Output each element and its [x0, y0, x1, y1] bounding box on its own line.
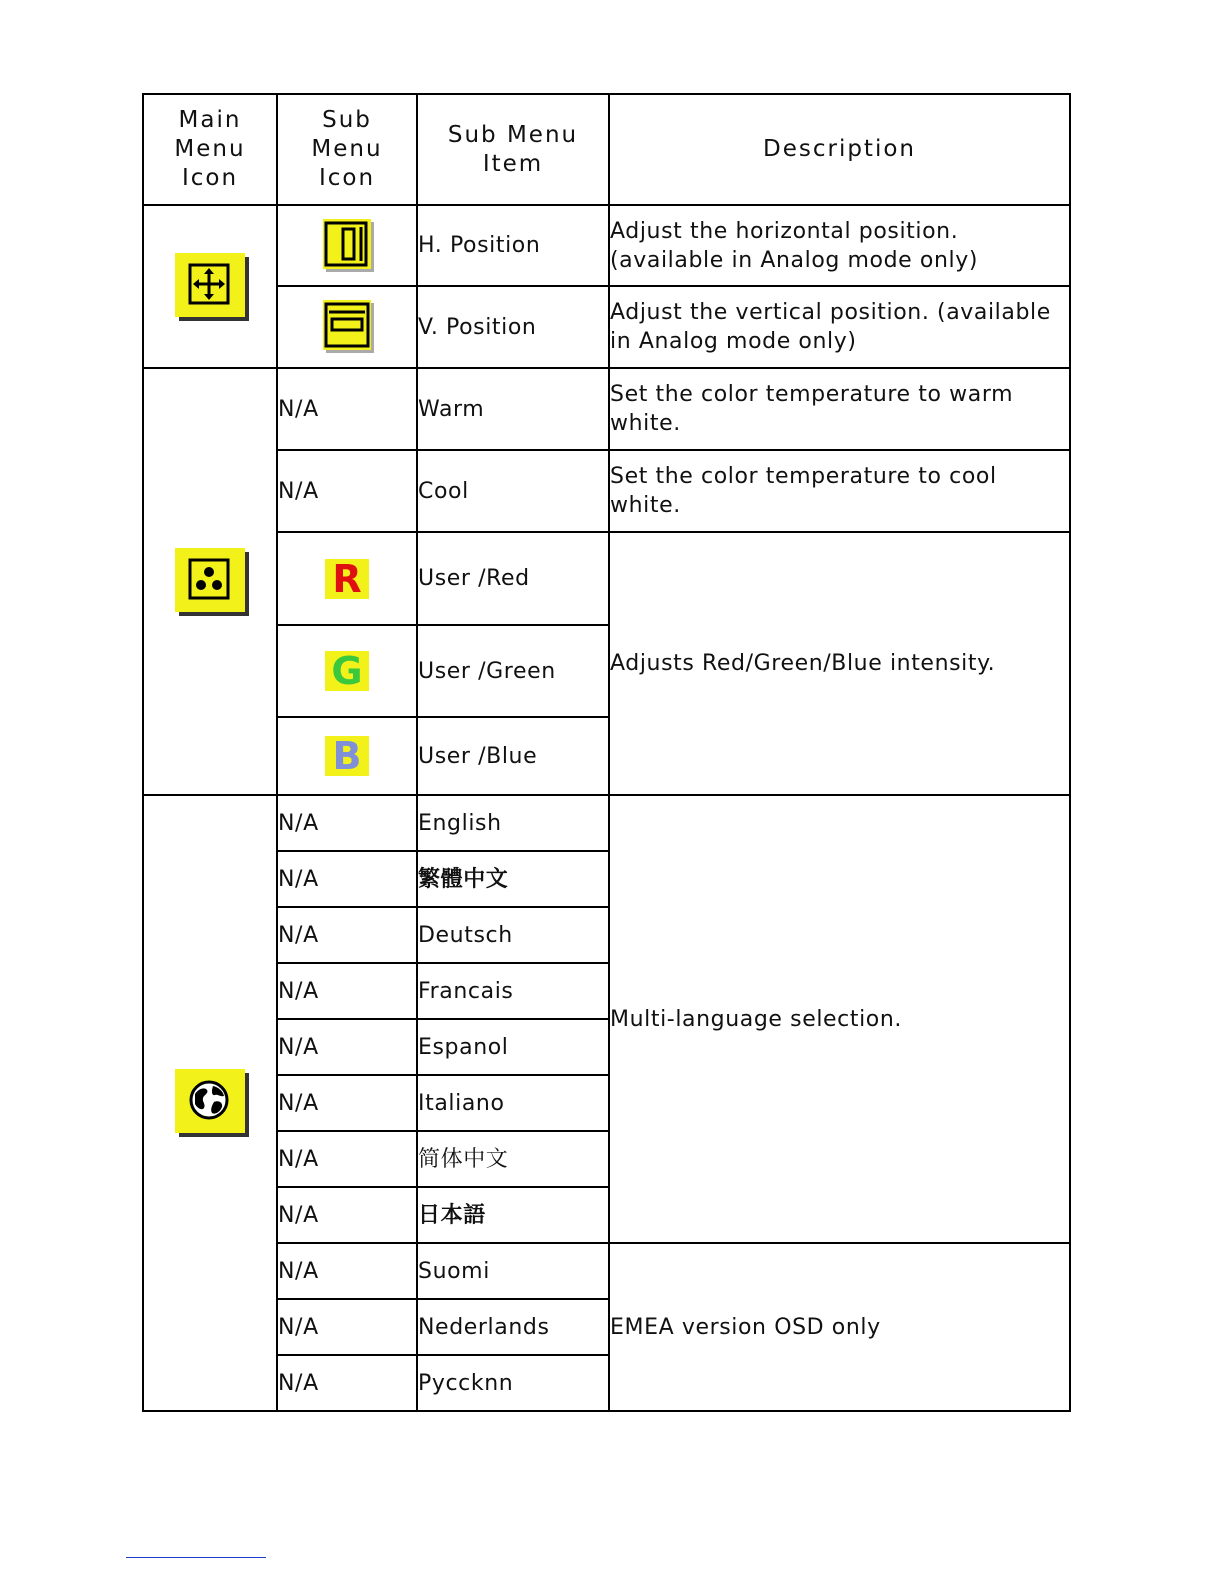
sub-menu-item: Pyccknn [417, 1355, 609, 1411]
sub-menu-item: English [417, 795, 609, 851]
main-icon-cell-position [143, 205, 277, 368]
sub-menu-item: User /Blue [417, 717, 609, 795]
description-multi-language: Multi-language selection. [609, 795, 1070, 1243]
sub-icon-na: N/A [277, 851, 417, 907]
move-arrows-icon [175, 253, 245, 317]
description-rgb: Adjusts Red/Green/Blue intensity. [609, 532, 1070, 795]
sub-menu-item: Warm [417, 368, 609, 450]
sub-icon-na: N/A [277, 907, 417, 963]
sub-icon-cell [277, 286, 417, 368]
description-emea: EMEA version OSD only [609, 1243, 1070, 1411]
header-main-menu-icon: Main Menu Icon [143, 94, 277, 205]
description: Adjust the vertical position. (available in Analog mode only) [609, 286, 1070, 368]
sub-icon-na: N/A [277, 1019, 417, 1075]
main-icon-cell-color [143, 368, 277, 795]
sub-menu-item: Cool [417, 450, 609, 532]
sub-menu-item: H. Position [417, 205, 609, 286]
header-sub-menu-icon: Sub Menu Icon [277, 94, 417, 205]
sub-menu-item: User /Red [417, 532, 609, 625]
blue-letter-icon: B [325, 736, 369, 776]
header-description: Description [609, 94, 1070, 205]
sub-menu-item: Nederlands [417, 1299, 609, 1355]
description: Set the color temperature to cool white. [609, 450, 1070, 532]
sub-icon-na: N/A [277, 1355, 417, 1411]
sub-menu-item: Deutsch [417, 907, 609, 963]
sub-menu-item: 繁體中文 [417, 851, 609, 907]
header-row [143, 94, 1070, 205]
sub-menu-item: Suomi [417, 1243, 609, 1299]
osd-menu-table [142, 93, 1071, 1412]
sub-icon-na: N/A [277, 368, 417, 450]
table-row [143, 795, 1070, 851]
sub-menu-item: User /Green [417, 625, 609, 717]
table-row [143, 532, 1070, 625]
table-row [143, 205, 1070, 286]
table-row [143, 1243, 1070, 1299]
table-row [143, 368, 1070, 450]
sub-icon-na: N/A [277, 1187, 417, 1243]
sub-menu-item: Espanol [417, 1019, 609, 1075]
table-row [143, 450, 1070, 532]
sub-menu-item: 简体中文 [417, 1131, 609, 1187]
sub-icon-na: N/A [277, 1131, 417, 1187]
v-position-icon [323, 300, 371, 350]
h-position-icon [323, 219, 371, 269]
footer-divider [126, 1557, 266, 1558]
sub-icon-na: N/A [277, 1075, 417, 1131]
sub-icon-na: N/A [277, 963, 417, 1019]
description: Set the color temperature to warm white. [609, 368, 1070, 450]
color-dots-icon [175, 548, 245, 612]
sub-menu-item: 日本語 [417, 1187, 609, 1243]
sub-icon-na: N/A [277, 1243, 417, 1299]
sub-icon-na: N/A [277, 450, 417, 532]
sub-menu-item: Italiano [417, 1075, 609, 1131]
sub-menu-item: Francais [417, 963, 609, 1019]
description: Adjust the horizontal position. (available in Analog mode only) [609, 205, 1070, 286]
sub-menu-item: V. Position [417, 286, 609, 368]
sub-icon-cell [277, 205, 417, 286]
sub-icon-na: N/A [277, 1299, 417, 1355]
sub-icon-cell [277, 625, 417, 717]
header-sub-menu-item: Sub Menu Item [417, 94, 609, 205]
red-letter-icon: R [325, 559, 369, 599]
table-row [143, 286, 1070, 368]
sub-icon-cell [277, 717, 417, 795]
sub-icon-na: N/A [277, 795, 417, 851]
green-letter-icon: G [325, 651, 369, 691]
globe-icon [175, 1069, 245, 1133]
sub-icon-cell [277, 532, 417, 625]
main-icon-cell-language [143, 795, 277, 1411]
